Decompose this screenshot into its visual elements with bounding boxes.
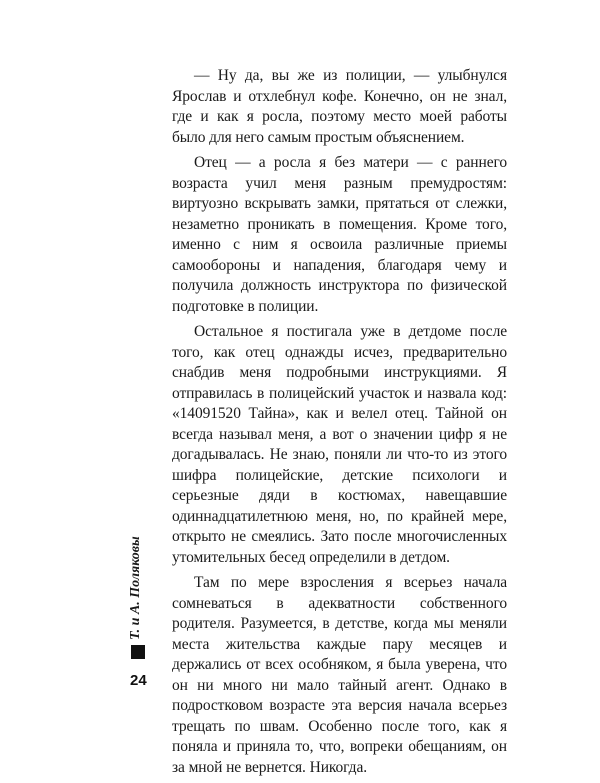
author-running-head: Т. и А. Поляковы — [128, 536, 143, 640]
page-number: 24 — [130, 672, 147, 689]
body-text — [172, 66, 507, 783]
paragraph: Остальное я постигала уже в детдоме после того, как отец однажды исчез, предварительно снабдив меня подробными инструкциями. Я отправилась в полицейский участок и назвала код: «14091520 Тайна», как и велел отец. Тайной он всегда называл меня, а вот о значении цифр я не догадывалась. Не знаю, поняли ли что-то из этого шифра полицейские, детские психологи и серьезные дяди в костюмах, навещавшие одиннадцатилетнюю меня, но, по крайней мере, открыто не смеялись. Зато после многочисленных утомительных бесед определили в детдом. — [172, 323, 507, 566]
square-marker-icon — [131, 645, 145, 659]
paragraph: — Ну да, вы же из полиции, — улыбнулся Ярослав и отхлебнул кофе. Конечно, он не знал, где и как я росла, поэтому место моей работы было для него самым простым объяснением. — [172, 67, 507, 146]
paragraph: Отец — а росла я без матери — с раннего возраста учил меня разным премудростям: виртуозно вскрывать замки, прятаться от слежки, незаметно проникать в помещения. Кроме того, именно с ним я освоила различные приемы самообороны и нападения, благодаря чему и получила должность инструктора по физической подготовке в полиции. — [172, 154, 507, 315]
paragraph: Там по мере взросления я всерьез начала сомневаться в адекватности собственного родителя. Разумеется, в детстве, когда мы меняли места жительства каждые пару месяцев и держались от всех особняком, я была уверена, что он ни много ни мало тайный агент. Однако в подростковом возрасте эта версия начала всерьез трещать по швам. Особенно после того, как я поняла и приняла то, что, вопреки обещаниям, он за мной не вернется. Никогда. — [172, 574, 507, 776]
